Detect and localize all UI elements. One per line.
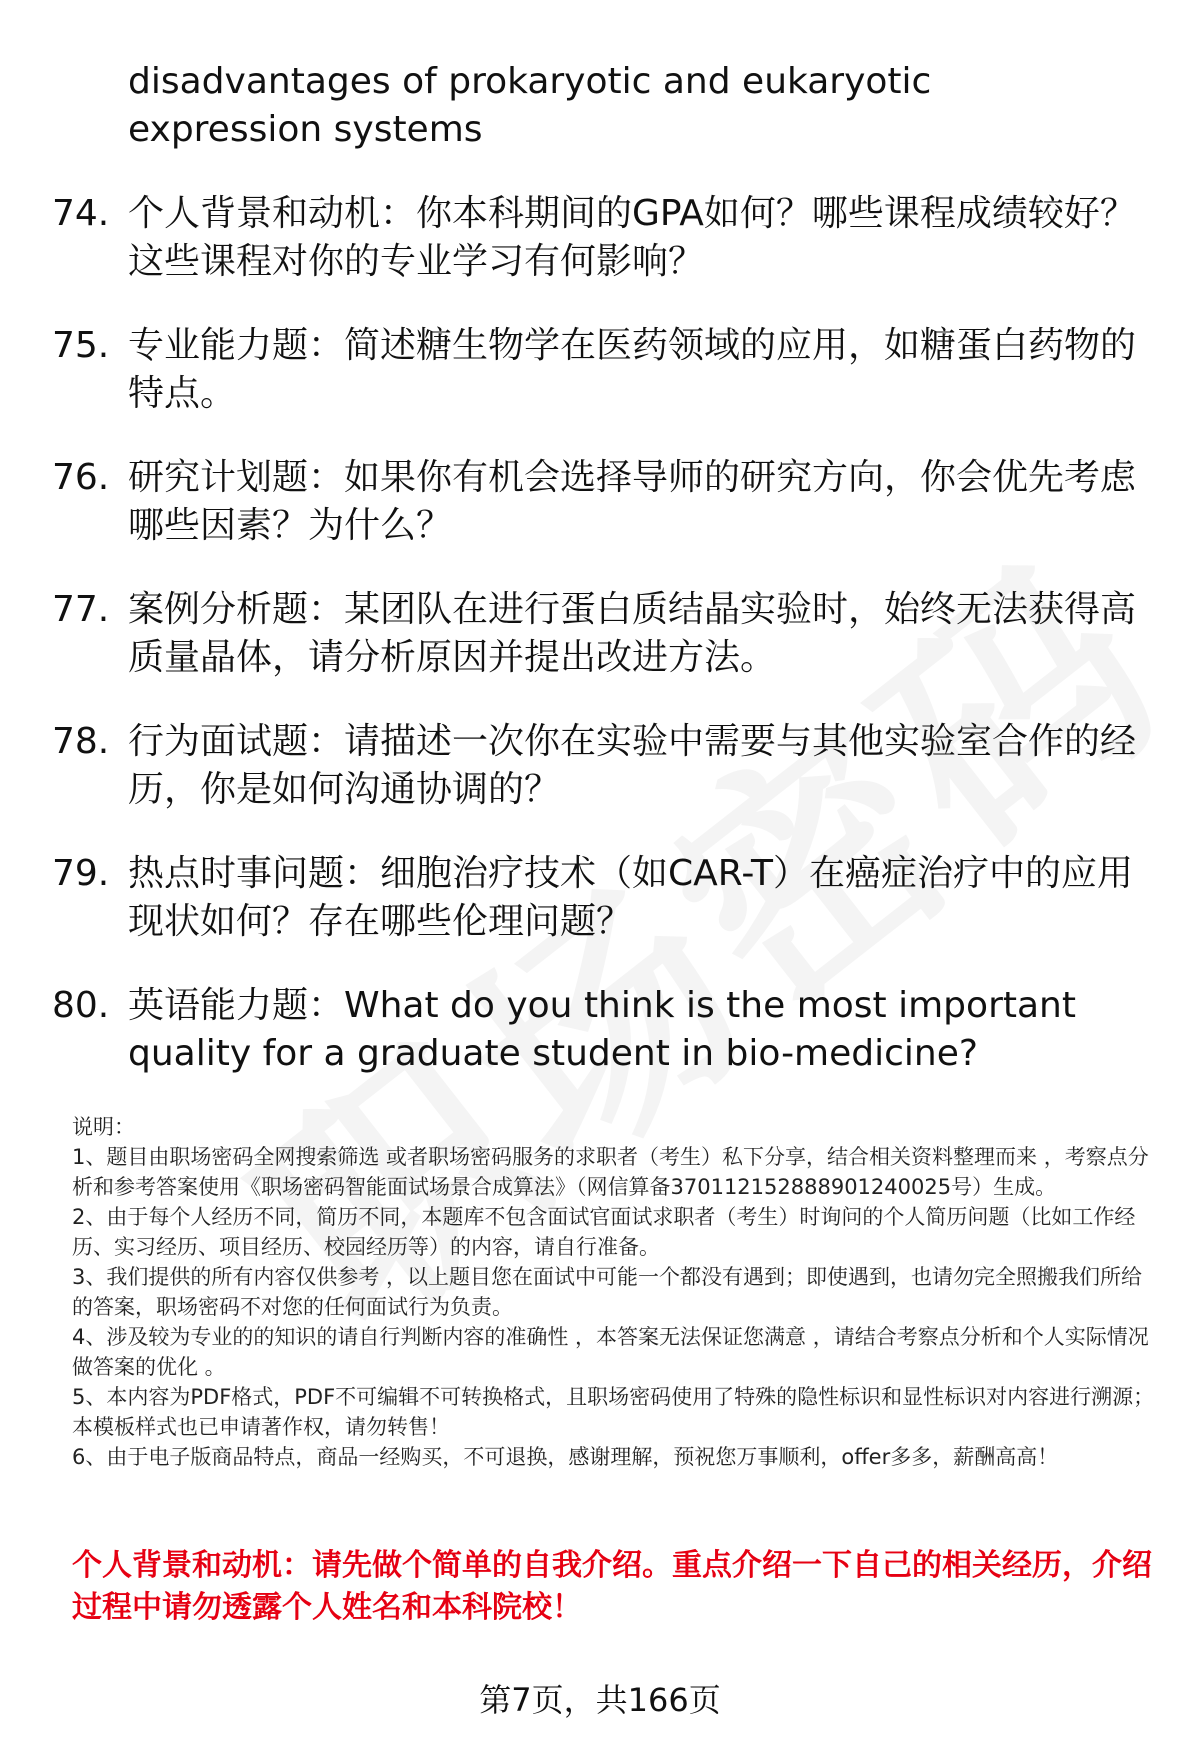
question-item	[52, 586, 1152, 718]
page-number: 第7页，共166页	[479, 1681, 721, 1719]
question-list	[52, 190, 1152, 1114]
note-item: 5、本内容为PDF格式，PDF不可编辑不可转换格式，且职场密码使用了特殊的隐性标识和显性标识对内容进行溯源；本模板样式也已申请著作权，请勿转售！	[72, 1385, 1155, 1439]
question-item	[52, 190, 1152, 322]
notes-section	[72, 1112, 1162, 1472]
question-item	[52, 454, 1152, 586]
question-number: 79.	[52, 853, 110, 894]
question-number: 80.	[52, 985, 110, 1026]
note-item: 4、涉及较为专业的的知识的请自行判断内容的准确性 ，本答案无法保证您满意 ，请结合考察点分析和个人实际情况做答案的优化 。	[72, 1325, 1149, 1379]
question-number: 77.	[52, 589, 110, 630]
question-text: 热点时事问题：细胞治疗技术（如CAR-T）在癌症治疗中的应用现状如何？存在哪些伦理问题？	[128, 853, 1133, 942]
note-item: 2、由于每个人经历不同，简历不同，本题库不包含面试官面试求职者（考生）时询问的个人简历问题（比如工作经历、实习经历、项目经历、校园经历等）的内容，请自行准备。	[72, 1205, 1136, 1259]
notes-title: 说明：	[72, 1115, 135, 1139]
highlighted-question: 个人背景和动机：请先做个简单的自我介绍。重点介绍一下自己的相关经历，介绍过程中请勿透露个人姓名和本科院校！	[72, 1548, 1152, 1625]
question-number: 78.	[52, 721, 110, 762]
question-text: 行为面试题：请描述一次你在实验中需要与其他实验室合作的经历，你是如何沟通协调的？	[128, 721, 1137, 810]
question-number: 74.	[52, 193, 110, 234]
question-text: 案例分析题：某团队在进行蛋白质结晶实验时，始终无法获得高质量晶体，请分析原因并提出改进方法。	[128, 589, 1137, 678]
note-item: 1、题目由职场密码全网搜索筛选 或者职场密码服务的求职者（考生）私下分享，结合相关资料整理而来 ，考察点分析和参考答案使用《职场密码智能面试场景合成算法》（网信算备370112152888901240025号）生成。	[72, 1145, 1149, 1199]
question-item	[52, 850, 1152, 982]
question-text: 个人背景和动机：你本科期间的GPA如何？哪些课程成绩较好？这些课程对你的专业学习有何影响？	[128, 193, 1136, 282]
question-text: 专业能力题：简述糖生物学在医药领域的应用，如糖蛋白药物的特点。	[128, 325, 1137, 414]
question-item	[52, 718, 1152, 850]
question-item	[52, 982, 1152, 1114]
note-item: 3、我们提供的所有内容仅供参考 ，以上题目您在面试中可能一个都没有遇到；即使遇到，也请勿完全照搬我们所给的答案，职场密码不对您的任何面试行为负责。	[72, 1265, 1143, 1319]
question-text: 英语能力题：What do you think is the most important quality for a graduate student in bio-medicine?	[128, 985, 1076, 1074]
note-item: 6、由于电子版商品特点，商品一经购买，不可退换，感谢理解，预祝您万事顺利，offer多多，薪酬高高！	[72, 1445, 1059, 1469]
question-continuation: disadvantages of prokaryotic and eukaryotic expression systems	[128, 61, 932, 150]
question-number: 76.	[52, 457, 110, 498]
question-text: 研究计划题：如果你有机会选择导师的研究方向，你会优先考虑哪些因素？为什么？	[128, 457, 1137, 546]
question-number: 75.	[52, 325, 110, 366]
question-item	[52, 322, 1152, 454]
